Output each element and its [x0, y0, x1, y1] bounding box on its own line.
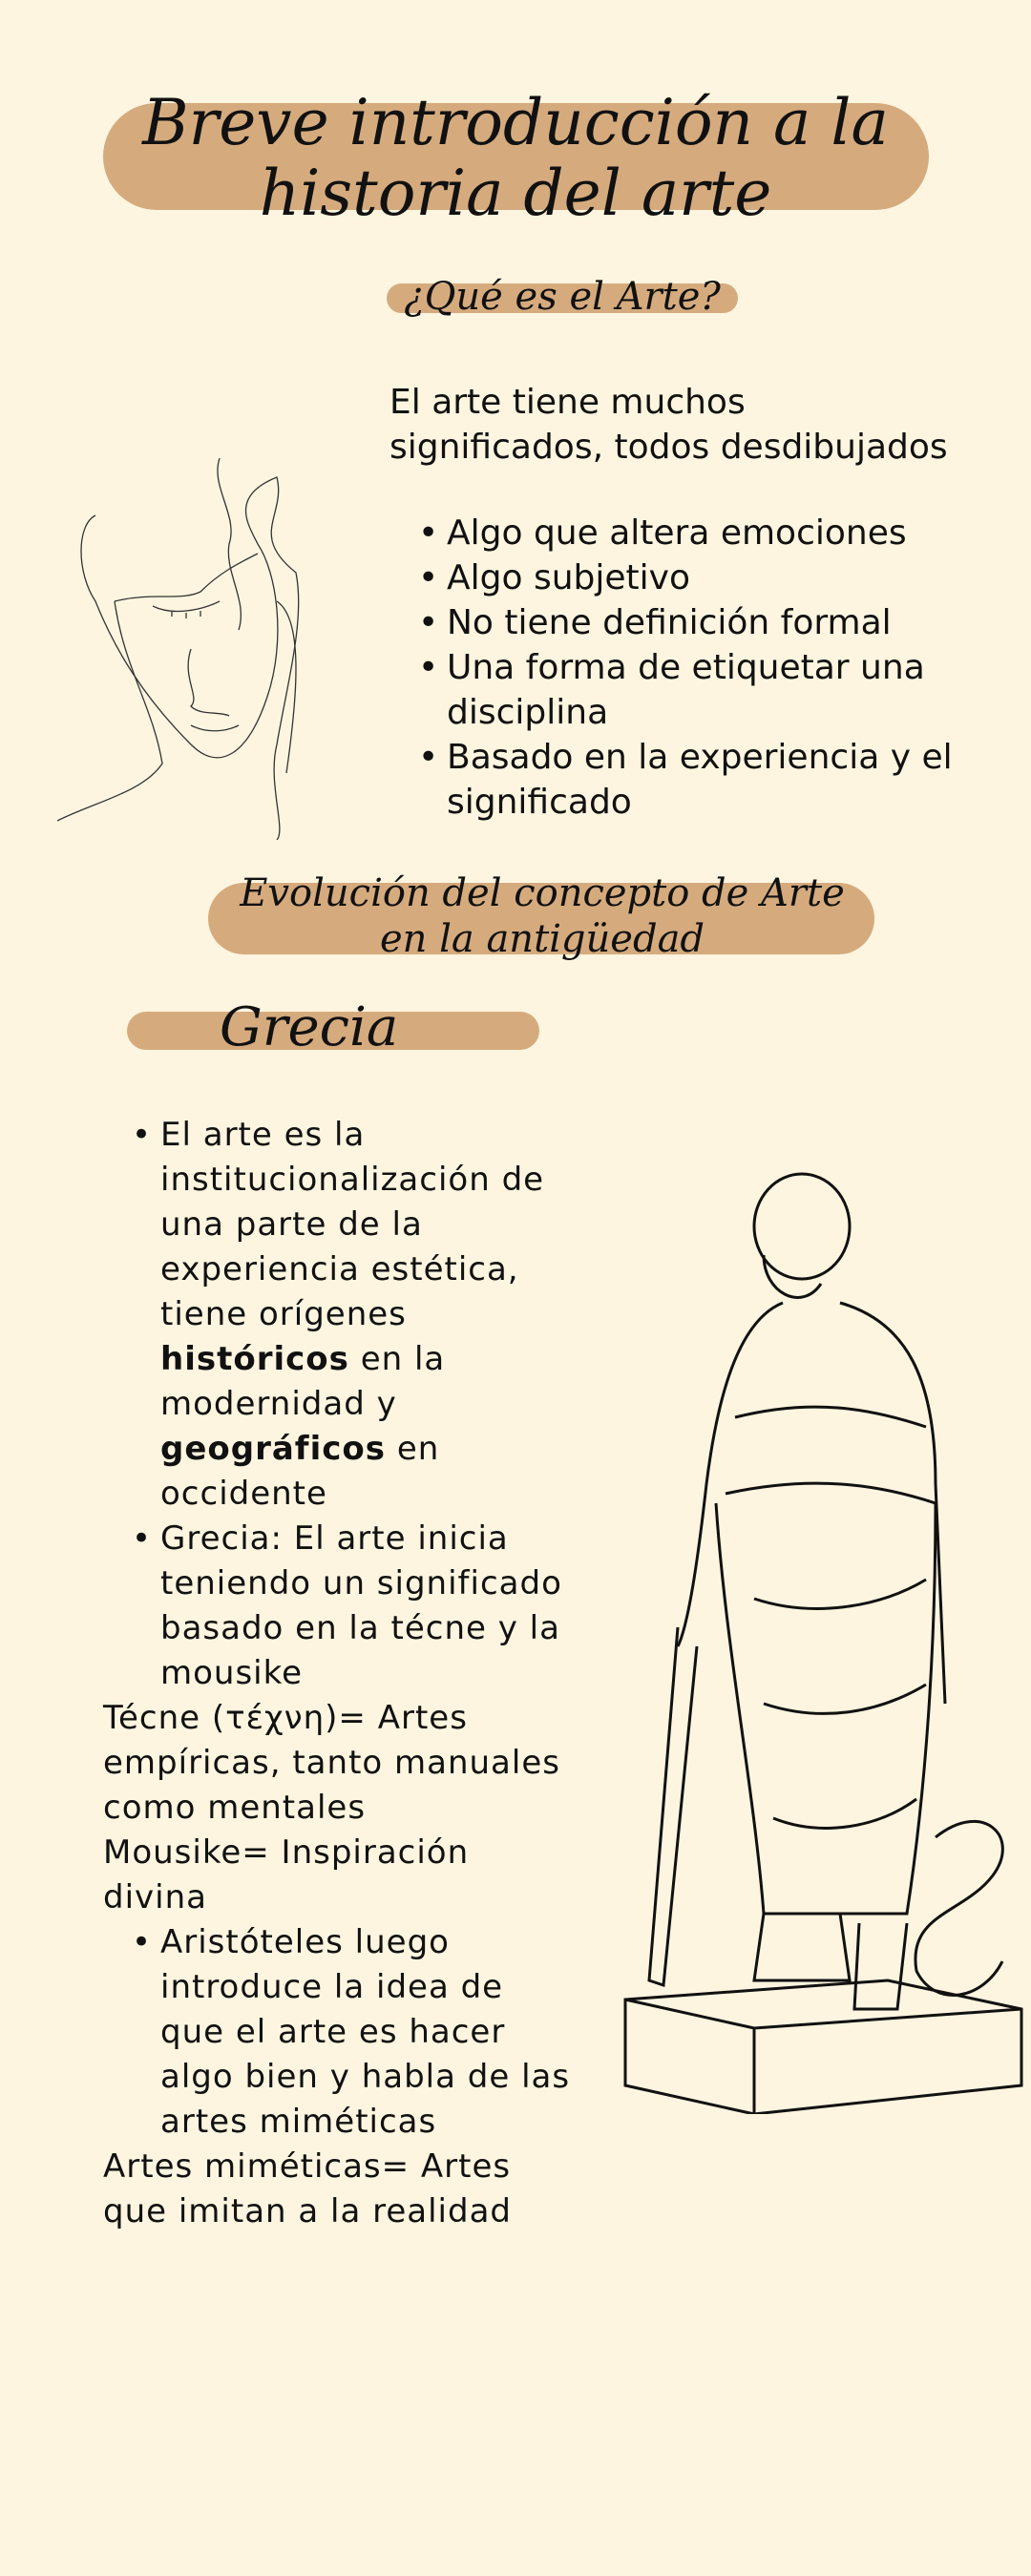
section2-heading-line: Evolución del concepto de Arte: [240, 871, 845, 915]
definition-mousike: Mousike= Inspiración divina: [103, 1833, 470, 1916]
list-item: • No tiene definición formal: [418, 600, 1010, 645]
grecia-heading: Grecia: [220, 996, 399, 1058]
definition-mimeticas: Artes miméticas= Artes que imitan a la realidad: [103, 2147, 512, 2230]
section2-heading: [113, 870, 972, 962]
title-line-1: Breve introducción a la: [142, 86, 889, 159]
list-item: • Grecia: El arte inicia teniendo un significado basado en la técne y la mousike: [132, 1517, 571, 1696]
page-title: [19, 88, 1012, 229]
section1-bullets: [418, 511, 1010, 825]
list-item: • Basado en la experiencia y el significado: [418, 735, 1010, 825]
greek-statue-illustration: [621, 1169, 1031, 2114]
grecia-body: [103, 1113, 571, 2234]
section1-heading: ¿Qué es el Arte?: [404, 275, 721, 319]
section2-heading-line: en la antigüedad: [379, 917, 705, 961]
definition-techne: Técne (τέχνη)= Artes empíricas, tanto manuales como mentales: [103, 1699, 560, 1827]
title-line-2: historia del arte: [259, 157, 772, 230]
list-item: • Aristóteles luego introduce la idea de que el arte es hacer algo bien y habla de las artes miméticas: [132, 1920, 571, 2145]
intro-line: significados, todos desdibujados: [389, 428, 948, 467]
intro-text: [389, 380, 948, 470]
list-item: • Una forma de etiquetar una disciplina: [418, 645, 1010, 735]
list-item: • Algo que altera emociones: [418, 511, 1010, 555]
face-line-drawing: [57, 458, 363, 840]
intro-line: El arte tiene muchos: [389, 383, 746, 422]
list-item: • El arte es la institucionalización de una parte de la experiencia estética, tiene orígenes históricos en la modernidad y geográficos en occidente: [132, 1113, 571, 1517]
list-item: • Algo subjetivo: [418, 555, 1010, 600]
